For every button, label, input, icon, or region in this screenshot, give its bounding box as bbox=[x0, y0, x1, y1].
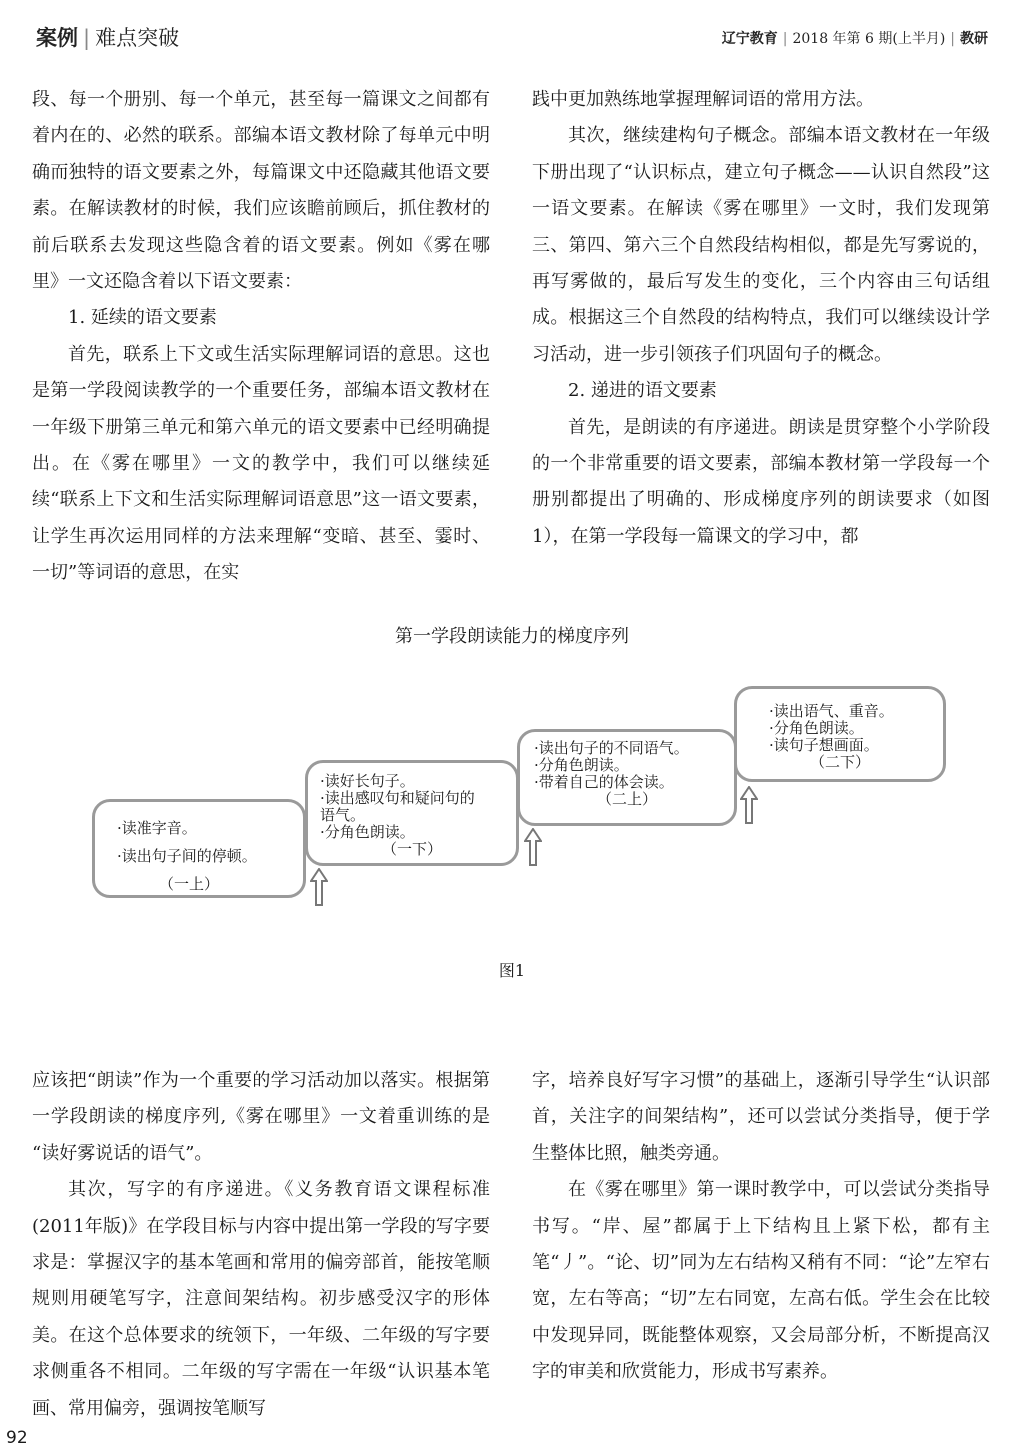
step-item: ·分角色朗读。 bbox=[769, 719, 864, 737]
step-item: ·读出句子间的停顿。 bbox=[117, 847, 257, 865]
header-divider: | bbox=[782, 31, 788, 47]
edition-label: 教研 bbox=[960, 31, 988, 47]
journal-info bbox=[722, 28, 988, 48]
section-label bbox=[36, 22, 179, 52]
paragraph: 其次，继续建构句子概念。部编本语文教材在一年级下册出现了“认识标点，建立句子概念——认识自然段”这一语文要素。在解读《雾在哪里》一文时，我们发现第三、第四、第六三个自然段结构相似，都是先写雾说的，再写雾做的，最后写发生的变化，三个内容由三句话组成。根据这三个自然段的结构特点，我们可以继续设计学习活动，进一步引领孩子们巩固句子的概念。 bbox=[532, 125, 990, 365]
paragraph: 践中更加熟练地掌握理解词语的常用方法。 bbox=[532, 89, 874, 110]
step-item: ·读好长句子。 bbox=[320, 772, 415, 790]
paragraph: 字，培养良好写字习惯”的基础上，逐渐引导学生“认识部首，关注字的间架结构”，还可以尝试分类指导，便于学生整体比照，触类旁通。 bbox=[532, 1070, 990, 1164]
column-top-left bbox=[32, 82, 490, 592]
subsection-title: 难点突破 bbox=[95, 26, 180, 50]
column-bottom-right bbox=[532, 1063, 990, 1391]
journal-name: 辽宁教育 bbox=[721, 31, 778, 47]
column-bottom-left bbox=[32, 1063, 490, 1427]
page-header bbox=[0, 0, 1024, 60]
paragraph: 其次，写字的有序递进。《义务教育语文课程标准(2011年版)》在学段目标与内容中提出第一学段的写字要求是：掌握汉字的基本笔画和常用的偏旁部首，能按笔顺规则用硬笔写字，注意间架结构。初步感受汉字的形体美。在这个总体要求的统领下，一年级、二年级的写字要求侧重各不相同。二年级的写字需在一年级“认识基本笔画、常用偏旁，强调按笔顺写 bbox=[32, 1179, 490, 1419]
step-item: 语气。 bbox=[320, 806, 366, 824]
section-heading: 2. 递进的语文要素 bbox=[568, 380, 717, 402]
step-level: （一下） bbox=[381, 840, 442, 858]
column-top-right bbox=[532, 82, 990, 555]
up-arrow-icon bbox=[524, 828, 542, 866]
step-item: ·读句子想画面。 bbox=[769, 736, 879, 754]
reading-step-grade1-first bbox=[92, 799, 306, 898]
reading-step-grade2-second bbox=[734, 686, 946, 782]
paragraph: 应该把“朗读”作为一个重要的学习活动加以落实。根据第一学段朗读的梯度序列,《雾在哪里》一文着重训练的是 “读好雾说话的语气”。 bbox=[32, 1070, 490, 1164]
step-item: ·分角色朗读。 bbox=[534, 756, 629, 774]
figure-caption: 图1 bbox=[498, 961, 526, 980]
issue-info: 2018 年第 6 期(上半月) bbox=[792, 31, 946, 47]
step-item: ·分角色朗读。 bbox=[320, 823, 415, 841]
reading-step-grade2-first bbox=[517, 729, 737, 826]
up-arrow-icon bbox=[740, 786, 758, 824]
step-level: （一上） bbox=[159, 875, 220, 893]
step-level: （二上） bbox=[596, 790, 657, 808]
step-level: （二下） bbox=[809, 753, 870, 771]
step-item: ·读准字音。 bbox=[117, 819, 197, 837]
section-title: 案例 bbox=[36, 26, 78, 50]
header-divider: | bbox=[83, 26, 91, 50]
reading-step-grade1-second bbox=[305, 760, 519, 866]
step-item: ·读出句子的不同语气。 bbox=[534, 739, 689, 757]
paragraph: 首先，是朗读的有序递进。朗读是贯穿整个小学阶段的一个非常重要的语文要素，部编本教材第一学段每一个册别都提出了明确的、形成梯度序列的朗读要求（如图1），在第一学段每一篇课文的学习中，都 bbox=[532, 416, 990, 547]
paragraph: 首先，联系上下文或生活实际理解词语的意思。这也是第一学段阅读教学的一个重要任务，部编本语文教材在一年级下册第三单元和第六单元的语文要素中已经明确提出。在《雾在哪里》一文的教学中，我们可以继续延续“联系上下文和生活实际理解词语意思”这一语文要素，让学生再次运用同样的方法来理解“变暗、甚至、霎时、一切”等词语的意思，在实 bbox=[32, 343, 490, 584]
page-number: 92 bbox=[6, 1428, 28, 1448]
step-item: ·读出感叹句和疑问句的 bbox=[320, 789, 475, 807]
header-divider: | bbox=[950, 31, 955, 47]
step-item: ·读出语气、重音。 bbox=[769, 702, 894, 720]
paragraph: 段、每一个册别、每一个单元，甚至每一篇课文之间都有着内在的、必然的联系。部编本语文教材除了每单元中明确而独特的语文要素之外，每篇课文中还隐藏其他语文要素。在解读教材的时候，我们应该瞻前顾后，抓住教材的前后联系去发现这些隐含着的语文要素。例如《雾在哪里》一文还隐含着以下语文要素： bbox=[32, 89, 490, 293]
step-item: ·带着自己的体会读。 bbox=[534, 773, 674, 791]
up-arrow-icon bbox=[310, 868, 328, 906]
section-heading: 1. 延续的语文要素 bbox=[68, 307, 217, 329]
paragraph: 在《雾在哪里》第一课时教学中，可以尝试分类指导书写。“岸、屋”都属于上下结构且上紧下松，都有主笔“丿”。“论、切”同为左右结构又稍有不同：“论”左窄右宽，左右等高；“切”左右同宽，左高右低。学生会在比较中发现异同，既能整体观察，又会局部分析，不断提高汉字的审美和欣赏能力，形成书写素养。 bbox=[532, 1179, 990, 1383]
figure-title: 第一学段朗读能力的梯度序列 bbox=[395, 626, 629, 647]
